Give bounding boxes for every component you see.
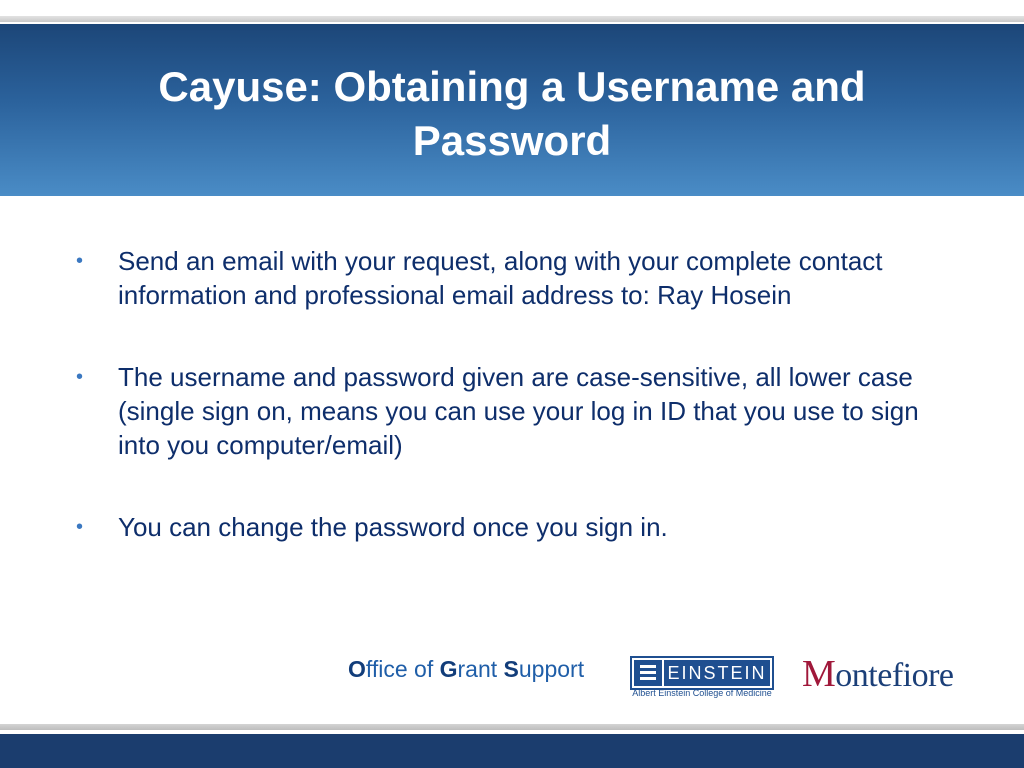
einstein-logo-box [630, 656, 774, 690]
bullet-list [76, 244, 956, 592]
bullet-text: Send an email with your request, along with your complete contact information and professional email address to: Ray Hosein [118, 246, 883, 310]
top-stripe [0, 16, 1024, 22]
bottom-stripe [0, 724, 1024, 730]
bottom-bar [0, 734, 1024, 768]
bullet-item [76, 360, 956, 462]
bullet-item [76, 244, 956, 312]
footer-initial-s: S [503, 656, 519, 682]
einstein-wordmark: EINSTEIN [664, 660, 770, 686]
einstein-emblem-icon [634, 660, 662, 686]
einstein-logo [630, 656, 774, 702]
office-of-grant-support [348, 656, 584, 683]
footer-text-support: upport [518, 656, 585, 682]
bullet-text: The username and password given are case-sensitive, all lower case (single sign on, means you can use your log in ID that you use to sign into you computer/email) [118, 362, 919, 460]
montefiore-initial: M [802, 653, 836, 695]
footer-text-office: ffice of [365, 656, 440, 682]
bullet-text: You can change the password once you sign in. [118, 512, 668, 542]
bullet-item [76, 510, 956, 544]
footer-text-grant: rant [457, 656, 504, 682]
slide-title: Cayuse: Obtaining a Username and Password [158, 63, 866, 164]
bullet-marker: • [76, 516, 84, 538]
footer-initial-o: O [348, 656, 366, 682]
footer-initial-g: G [439, 656, 458, 682]
bullet-marker: • [76, 366, 84, 388]
montefiore-logo [802, 652, 954, 696]
bullet-marker: • [76, 250, 84, 272]
einstein-subtitle: Albert Einstein College of Medicine [632, 688, 772, 698]
montefiore-wordmark: ontefiore [835, 657, 954, 694]
title-banner [0, 24, 1024, 196]
